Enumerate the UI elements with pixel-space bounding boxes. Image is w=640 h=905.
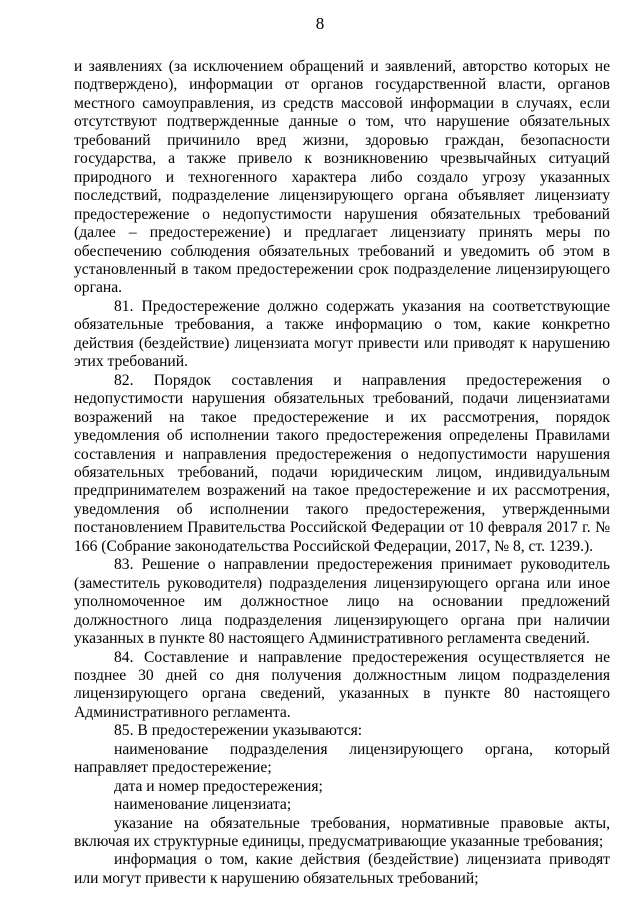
list-item: указание на обязательные требования, нормативные правовые акты, включая их структурные единицы, предусматривающие указанные требования; [74,814,610,851]
paragraph-continuation: и заявлениях (за исключением обращений и заявлений, авторство которых не подтверждено), информации от органов государственной власти, органов местного самоуправления, из средств массовой информации в случаях, если отсутствуют подтвержденные данные о том, что нарушение обязательных требований причинило вред жизни, здоровью граждан, безопасности государства, а также привело к возникновению чрезвычайных ситуаций природного и техногенного характера либо создало угрозу указанных последствий, подразделение лицензирующего органа объявляет лицензиату предостережение о недопустимости нарушения обязательных требований (далее – предостережение) и предлагает лицензиату принять меры по обеспечению соблюдения обязательных требований и уведомить об этом в установленный в таком предостережении срок подразделение лицензирующего органа. [74,58,610,297]
list-item: информация о том, какие действия (бездействие) лицензиата приводят или могут привести к нарушению обязательных требований; [74,851,610,887]
page-number: 8 [315,14,325,33]
paragraph-83: 83. Решение о направлении предостережения принимает руководитель (заместитель руководителя) подразделения лицензирующего органа или иное уполномоченное им должностное лицо на основании предложений должностного лица подразделения лицензирующего органа при наличии указанных в пункте 80 настоящего Административного регламента сведений. [74,556,610,648]
document-body [74,58,610,888]
list-item: дата и номер предостережения; [114,777,323,795]
paragraph-81: 81. Предостережение должно содержать указания на соответствующие обязательные требования, а также информацию о том, какие конкретно действия (бездействие) лицензиата могут привести или приводят к нарушению этих требований. [74,297,610,371]
paragraph-82: 82. Порядок составления и направления предостережения о недопустимости нарушения обязательных требований, подачи лицензиатами возражений на такое предостережение и их рассмотрения, порядок уведомления об исполнении такого предостережения определены Правилами составления и направления предостережения о недопустимости нарушения обязательных требований, подачи юридическим лицом, индивидуальным предпринимателем возражений на такое предостережение и их рассмотрения, уведомления об исполнении такого предостережения, утвержденными постановлением Правительства Российской Федерации от 10 февраля 2017 г. № 166 (Собрание законодательства Российской Федерации, 2017, № 8, ст. 1239.). [74,371,610,555]
list-item: наименование лицензиата; [114,796,292,814]
paragraph-84: 84. Составление и направление предостережения осуществляется не позднее 30 дней со дня получения должностным лицом подразделения лицензирующего органа сведений, указанных в пункте 80 настоящего Административного регламента. [74,648,610,721]
list-item: наименование подразделения лицензирующего органа, который направляет предостережение; [74,740,610,777]
paragraph-85: 85. В предостережении указываются: [114,722,363,740]
